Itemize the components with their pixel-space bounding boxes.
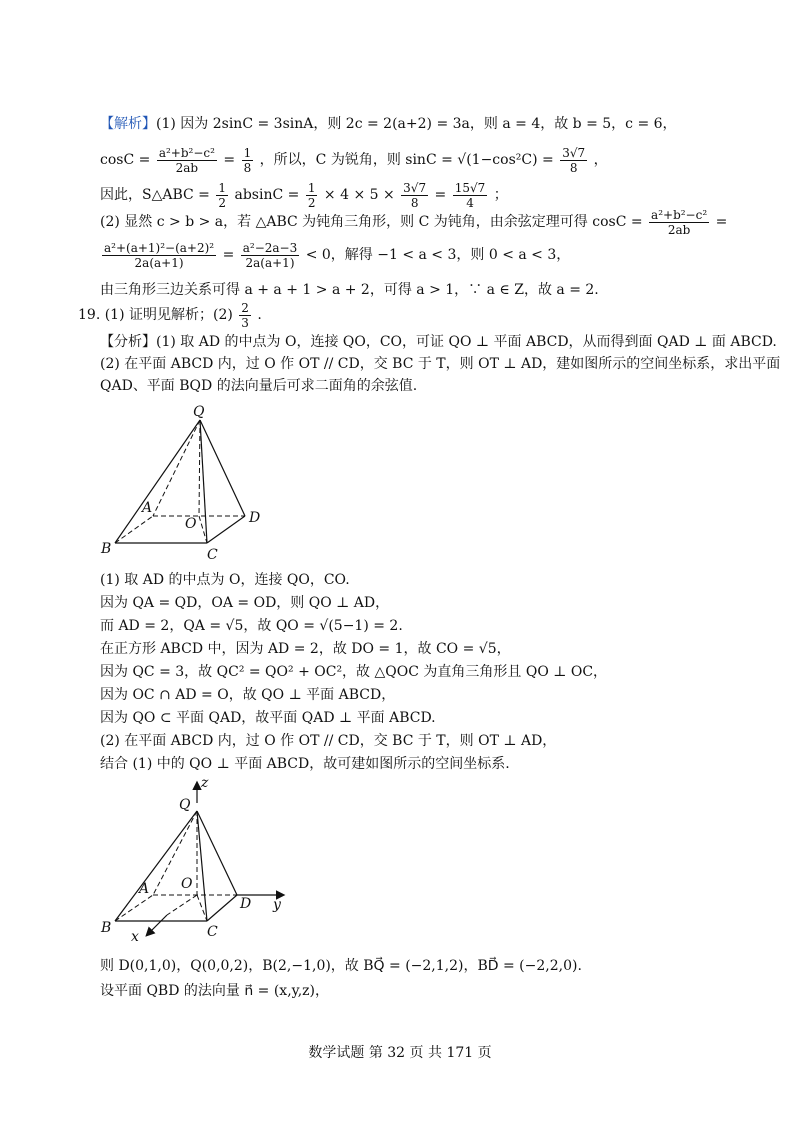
solution-line-1: 【解析】(1) 因为 2sinC = 3sinA，则 2c = 2(a+2) = 3a，则 a = 4，故 b = 5，c = 6， xyxy=(100,116,677,132)
q19-analysis-line-1: 【分析】(1) 取 AD 的中点为 O，连接 QO，CO，可证 QO ⊥ 平面 ABCD，从而得到面 QAD ⊥ 面 ABCD. xyxy=(100,334,777,350)
proof-line-8: (2) 在平面 ABCD 内，过 O 作 OT // CD，交 BC 于 T，则 OT ⊥ AD， xyxy=(100,733,557,749)
page-footer: 数学试题 第 32 页 共 171 页 xyxy=(308,1045,492,1061)
label-Q: Q xyxy=(179,797,191,813)
proof-line-7: 因为 QO ⊂ 平面 QAD，故平面 QAD ⊥ 平面 ABCD. xyxy=(100,710,436,726)
solution-line-4: (2) 显然 c > b > a，若 △ABC 为钝角三角形，则 C 为钝角，由余弦定理可得 cosC = $\frac{\text{a²+b²−c²}}{2ab}$ = xyxy=(100,207,728,237)
label-A: A xyxy=(139,881,150,897)
q19-answer-line: 19. (1) 证明见解析；(2) $\frac{2}{3}$ . xyxy=(78,300,262,330)
proof-line-6: 因为 OC ∩ AD = O，故 QO ⊥ 平面 ABCD， xyxy=(100,687,396,703)
label-x: x xyxy=(131,929,139,945)
fraction: $\frac{1}{2}$ xyxy=(307,180,316,210)
coords-line-1: 则 D(0,1,0)，Q(0,0,2)，B(2,−1,0)，故 BQ⃗ = (−2,1,2)，BD⃗ = (−2,2,0). xyxy=(100,958,582,974)
label-C: C xyxy=(207,924,218,940)
proof-line-4: 在正方形 ABCD 中，因为 AD = 2，故 DO = 1，故 CO = √5， xyxy=(100,641,511,657)
proof-line-3: 而 AD = 2，QA = √5，故 QO = √(5−1) = 2. xyxy=(100,618,403,634)
q19-analysis-line-2: (2) 在平面 ABCD 内，过 O 作 OT // CD，交 BC 于 T，则 OT ⊥ AD，建如图所示的空间坐标系，求出平面 xyxy=(100,356,781,372)
label-D: D xyxy=(249,510,261,526)
fraction: $\frac{1}{8}$ xyxy=(243,145,252,175)
proof-line-5: 因为 QC = 3，故 QC² = QO² + OC²，故 △QOC 为直角三角形且 QO ⊥ OC， xyxy=(100,664,608,680)
fraction: $\frac{\text{a²−2a−3}}{2a(a+1)}$ xyxy=(242,240,298,270)
label-B: B xyxy=(101,920,112,936)
q19-analysis-line-3: QAD、平面 BQD 的法向量后可求二面角的余弦值. xyxy=(100,378,418,394)
proof-line-2: 因为 QA = QD，OA = OD，则 QO ⊥ AD， xyxy=(100,595,390,611)
fraction: $\frac{1}{2}$ xyxy=(218,180,227,210)
fraction: $\frac{3√7}{8}$ xyxy=(562,145,586,175)
label-z: z xyxy=(201,775,209,791)
solution-tag: 【解析】 xyxy=(100,116,156,132)
label-O: O xyxy=(185,516,197,532)
fraction: $\frac{\text{a²+b²−c²}}{2ab}$ xyxy=(158,145,215,175)
label-A: A xyxy=(142,500,153,516)
solution-line-2: cosC = $\frac{\text{a²+b²−c²}}{2ab}$ = $\frac{1}{8}$ ，所以，C 为锐角，则 sinC = √(1−cos²C) = $\frac{3√7}{8}$ ， xyxy=(100,145,608,175)
solution-line-5: $\frac{\text{a²+(a+1)²−(a+2)²}}{2a(a+1)}$ = $\frac{\text{a²−2a−3}}{2a(a+1)}$ < 0，解得 −1 < a < 3，则 0 < a < 3， xyxy=(104,240,571,270)
solution-line-3: 因此，S△ABC = $\frac{1}{2}$ absinC = $\frac{1}{2}$ × 4 × 5 × $\frac{3√7}{8}$ = $\frac{15√7}{4}$ ； xyxy=(100,180,508,210)
label-B: B xyxy=(101,541,112,557)
fraction: $\frac{\text{a²+(a+1)²−(a+2)²}}{2a(a+1)}$ xyxy=(104,240,215,270)
label-Q: Q xyxy=(193,404,205,420)
label-D: D xyxy=(240,896,252,912)
label-C: C xyxy=(207,547,218,563)
pyramid-figure-2 xyxy=(95,775,305,950)
analysis-tag: 【分析】 xyxy=(100,334,156,350)
label-y: y xyxy=(273,897,281,913)
fraction: $\frac{15√7}{4}$ xyxy=(454,180,486,210)
coords-line-2: 设平面 QBD 的法向量 n⃗ = (x,y,z)， xyxy=(100,983,329,999)
proof-line-1: (1) 取 AD 的中点为 O，连接 QO，CO. xyxy=(100,572,350,588)
fraction: $\frac{3√7}{8}$ xyxy=(403,180,427,210)
pyramid-figure-1 xyxy=(95,400,285,565)
proof-line-9: 结合 (1) 中的 QO ⊥ 平面 ABCD，故可建如图所示的空间坐标系. xyxy=(100,756,510,772)
label-O: O xyxy=(181,876,193,892)
solution-line-6: 由三角形三边关系可得 a + a + 1 > a + 2，可得 a > 1，∵ a ∈ Z，故 a = 2. xyxy=(100,282,599,298)
fraction: $\frac{\text{a²+b²−c²}}{2ab}$ xyxy=(651,207,708,237)
fraction: $\frac{2}{3}$ xyxy=(241,300,249,330)
